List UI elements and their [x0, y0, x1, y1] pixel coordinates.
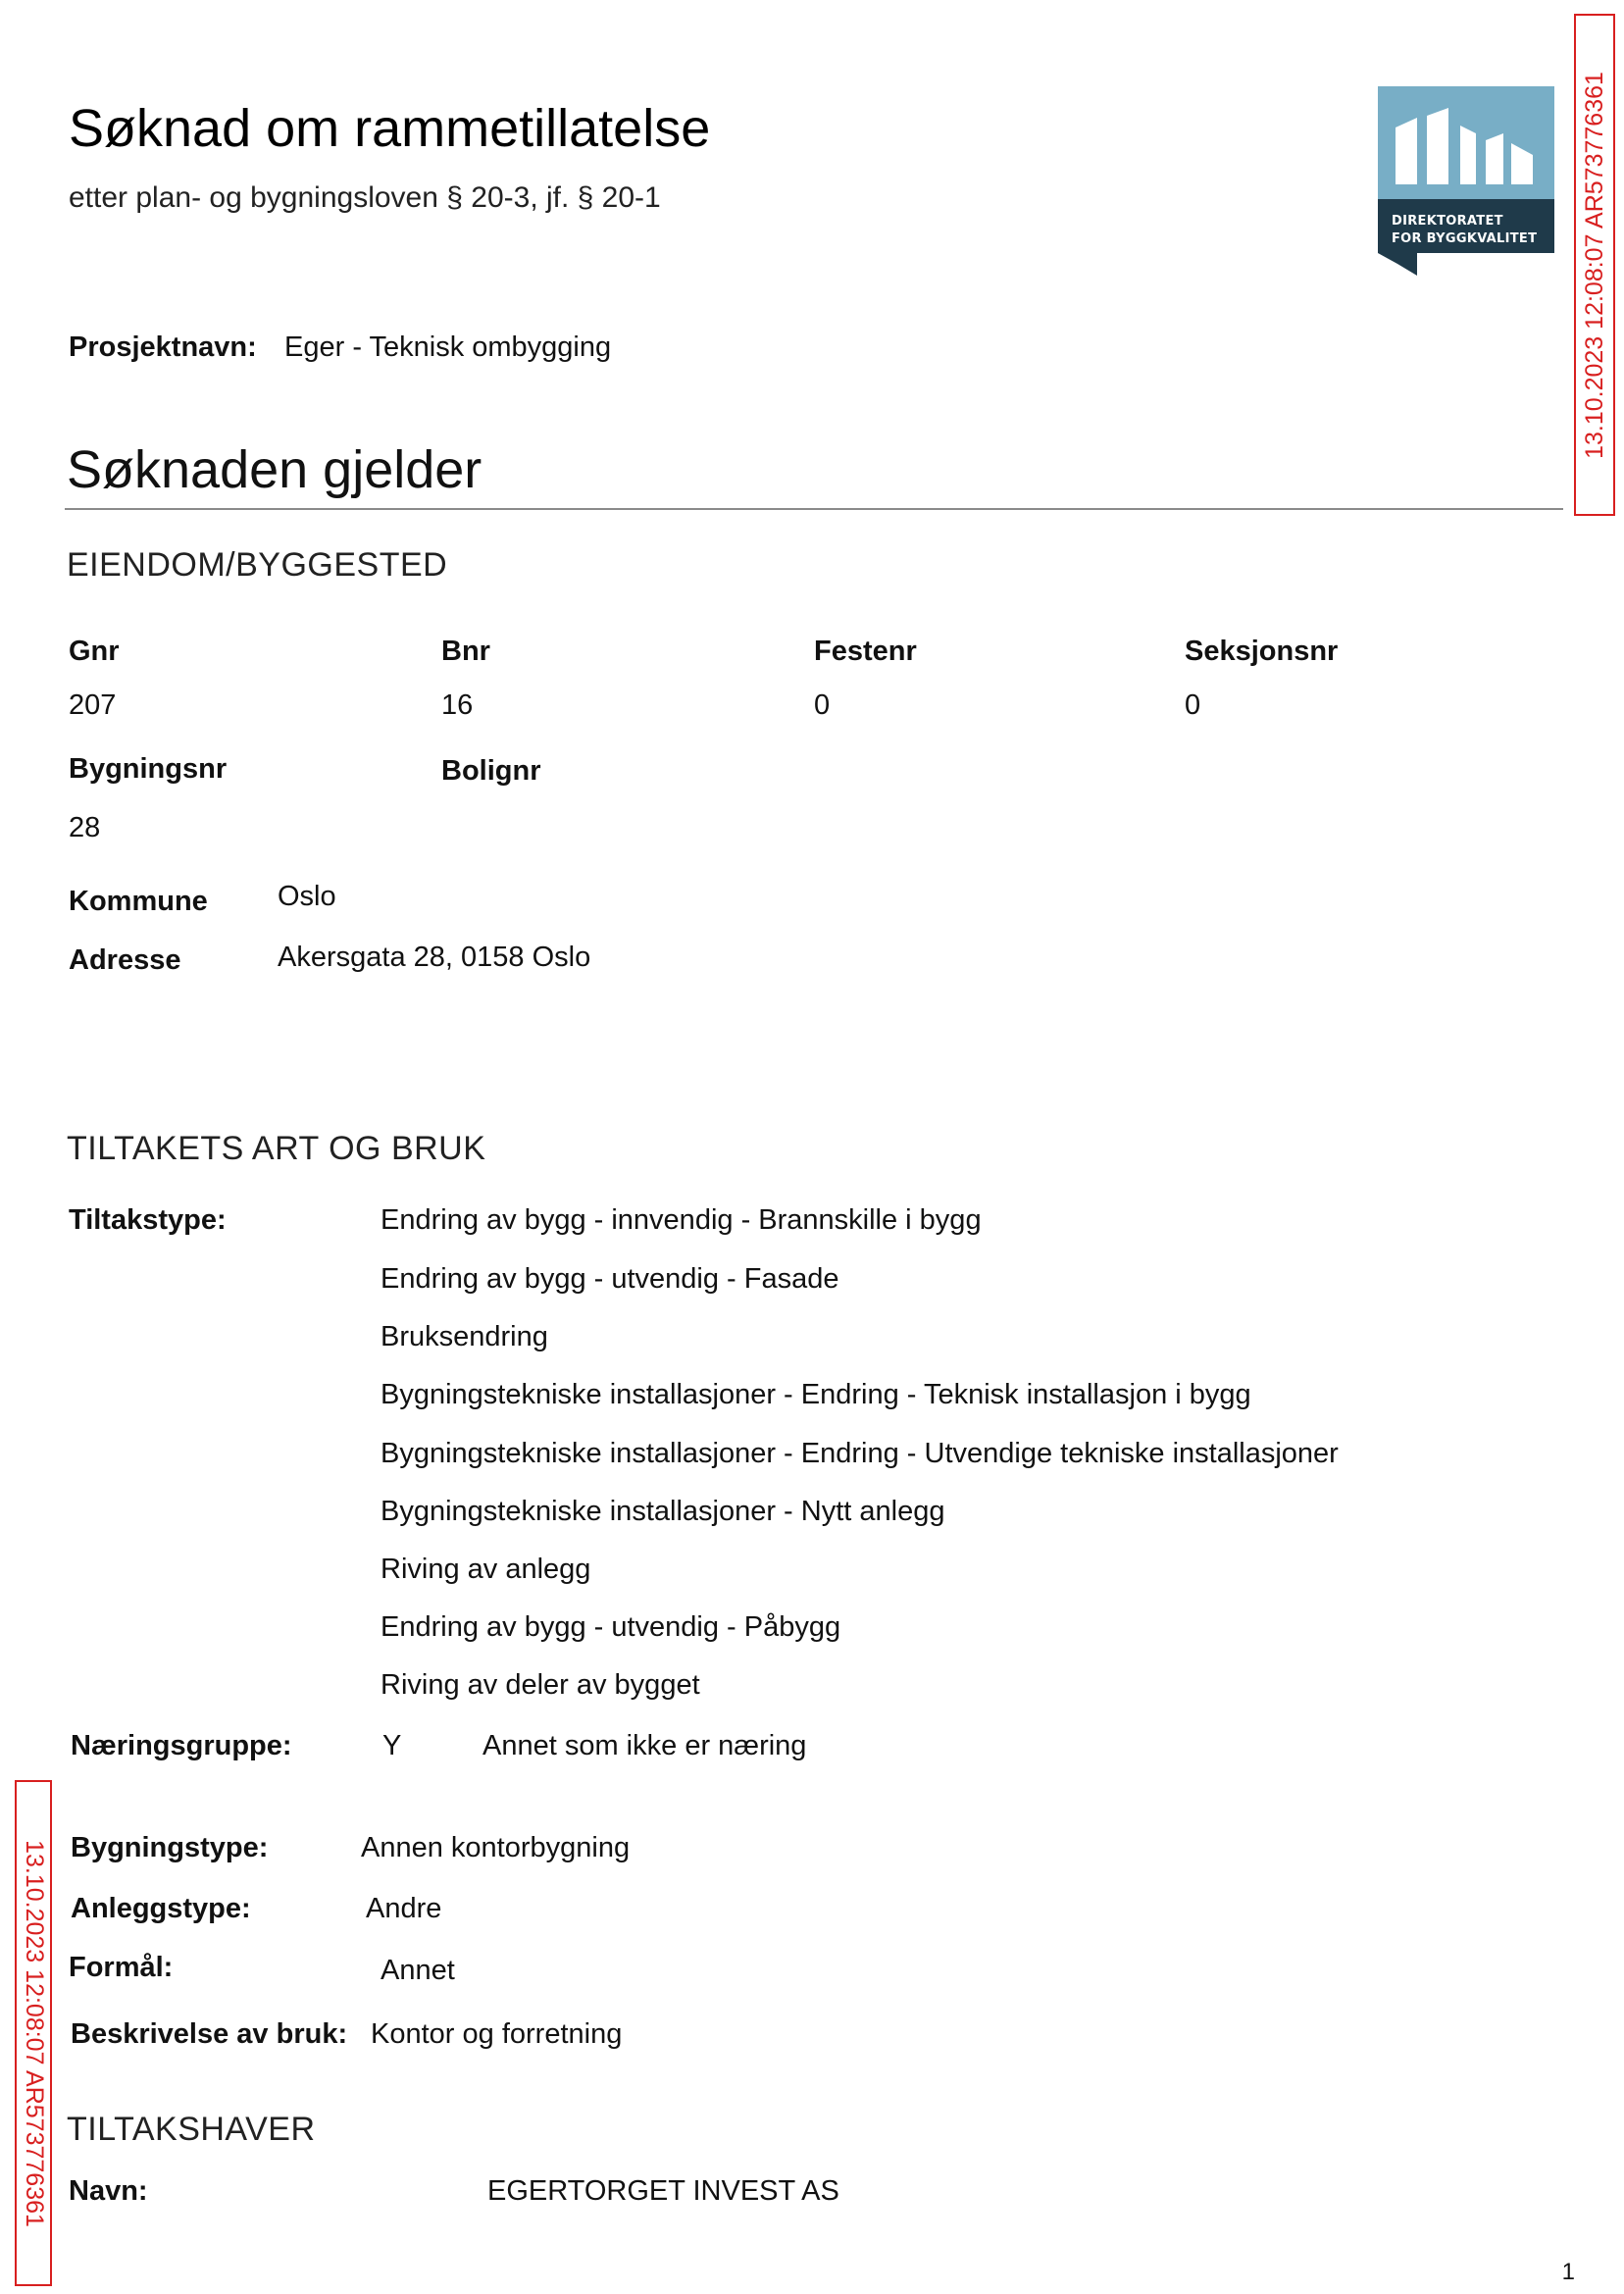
bolignr-label: Bolignr	[441, 755, 541, 787]
beskrivelse-value: Kontor og forretning	[371, 2018, 623, 2050]
kommune-label: Kommune	[69, 886, 208, 917]
bnr-label: Bnr	[441, 636, 490, 667]
formal-label: Formål:	[69, 1952, 174, 1983]
kommune-value: Oslo	[278, 881, 336, 912]
section-title-tiltakshaver: TILTAKSHAVER	[67, 2111, 316, 2148]
bygningsnr-value: 28	[69, 812, 101, 843]
seksjonsnr-label: Seksjonsnr	[1185, 636, 1339, 667]
section-heading: Søknaden gjelder	[67, 440, 482, 499]
page-number: 1	[1561, 2259, 1575, 2285]
timestamp-stamp-text: 13.10.2023 12:08:07 AR573776361	[1580, 71, 1608, 459]
seksjonsnr-value: 0	[1185, 689, 1201, 721]
timestamp-stamp-top	[1574, 14, 1615, 516]
navn-label: Navn:	[69, 2175, 148, 2207]
tiltakstype-item: Endring av bygg - utvendig - Påbygg	[381, 1611, 841, 1643]
gnr-value: 207	[69, 689, 117, 721]
timestamp-stamp-bottom	[15, 1780, 52, 2286]
section-title-property: EIENDOM/BYGGESTED	[67, 546, 448, 584]
adresse-value: Akersgata 28, 0158 Oslo	[278, 942, 591, 973]
adresse-label: Adresse	[69, 944, 181, 976]
bygningsnr-label: Bygningsnr	[69, 753, 228, 785]
bygningstype-value: Annen kontorbygning	[361, 1832, 631, 1863]
logo-text-line2: FOR BYGGKVALITET	[1392, 231, 1538, 246]
document-title: Søknad om rammetillatelse	[69, 99, 711, 158]
formal-value: Annet	[381, 1955, 455, 1986]
timestamp-stamp-text: 13.10.2023 12:08:07 AR573776361	[20, 1839, 48, 2227]
dibk-logo-graphic	[1378, 86, 1554, 276]
anleggstype-value: Andre	[366, 1893, 442, 1924]
anleggstype-label: Anleggstype:	[71, 1893, 251, 1924]
section-title-measures: TILTAKETS ART OG BRUK	[67, 1130, 486, 1167]
tiltakstype-item: Bygningstekniske installasjoner - Nytt anlegg	[381, 1496, 945, 1527]
naeringsgruppe-value: Annet som ikke er næring	[482, 1730, 807, 1761]
bnr-value: 16	[441, 689, 474, 721]
tiltakstype-item: Bruksendring	[381, 1321, 548, 1352]
navn-value: EGERTORGET INVEST AS	[487, 2175, 839, 2207]
naeringsgruppe-code: Y	[382, 1730, 402, 1761]
tiltakstype-label: Tiltakstype:	[69, 1204, 227, 1236]
naeringsgruppe-label: Næringsgruppe:	[71, 1730, 292, 1761]
tiltakstype-item: Bygningstekniske installasjoner - Endring - Utvendige tekniske installasjoner	[381, 1438, 1339, 1469]
logo-text-line1: DIREKTORATET	[1392, 214, 1503, 229]
tiltakstype-item: Riving av deler av bygget	[381, 1669, 700, 1701]
project-name-label: Prosjektnavn:	[69, 331, 257, 363]
gnr-label: Gnr	[69, 636, 120, 667]
festenr-value: 0	[814, 689, 831, 721]
document-subtitle: etter plan- og bygningsloven § 20-3, jf. § 20-1	[69, 181, 661, 214]
tiltakstype-item: Endring av bygg - innvendig - Brannskille i bygg	[381, 1204, 982, 1236]
project-name-value: Eger - Teknisk ombygging	[284, 331, 612, 363]
dibk-logo	[1378, 86, 1554, 276]
tiltakstype-item: Endring av bygg - utvendig - Fasade	[381, 1263, 839, 1295]
tiltakstype-item: Bygningstekniske installasjoner - Endring - Teknisk installasjon i bygg	[381, 1379, 1251, 1410]
bygningstype-label: Bygningstype:	[71, 1832, 269, 1863]
tiltakstype-item: Riving av anlegg	[381, 1554, 591, 1585]
beskrivelse-label: Beskrivelse av bruk:	[71, 2018, 348, 2050]
heading-divider	[65, 508, 1563, 510]
festenr-label: Festenr	[814, 636, 917, 667]
